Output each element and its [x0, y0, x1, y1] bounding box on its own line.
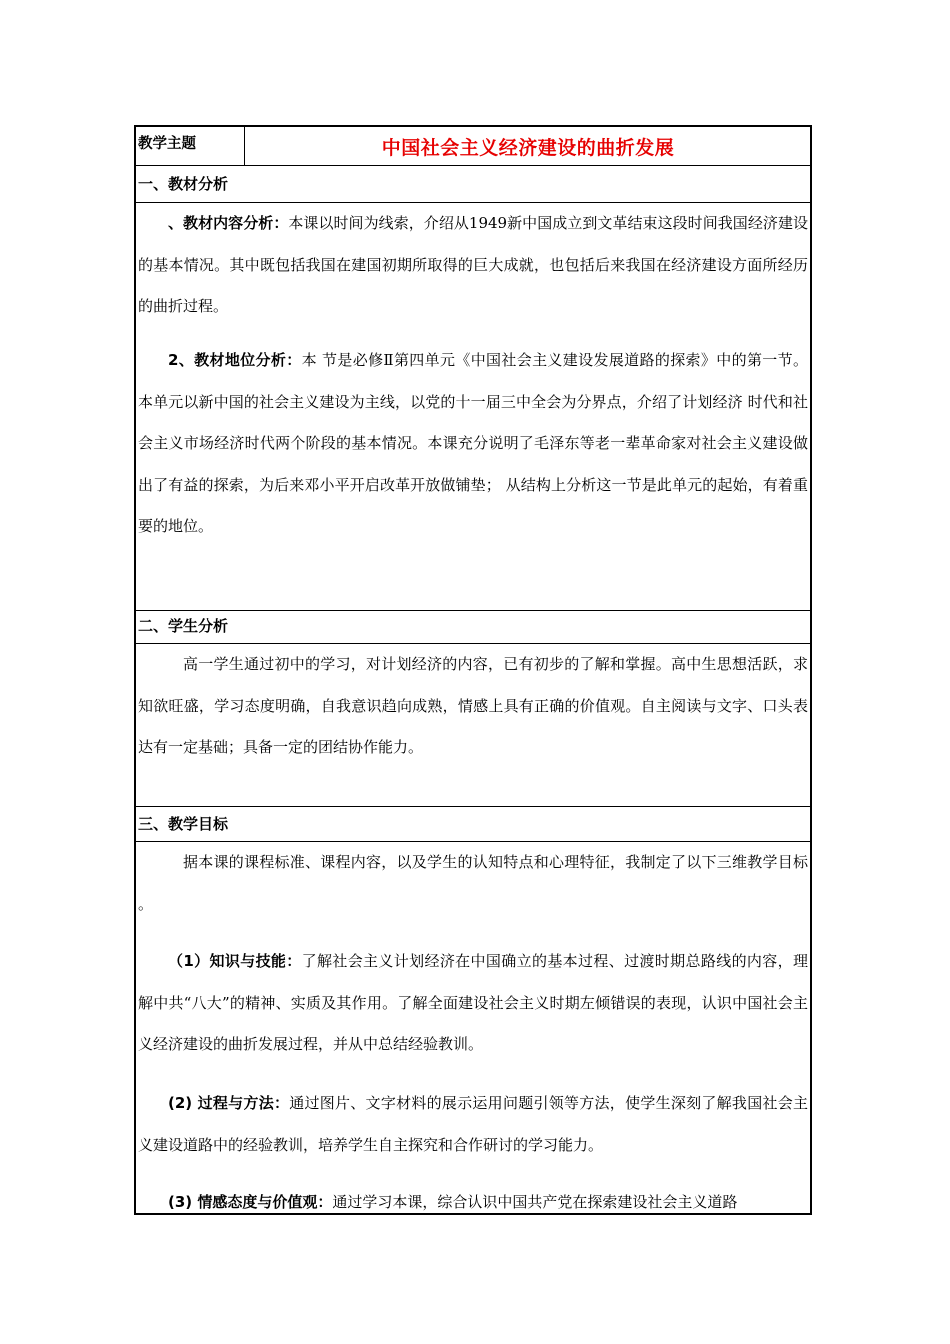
paragraph-student-analysis	[138, 644, 808, 769]
row-divider	[136, 610, 810, 611]
goal-values-label: (3) 情感态度与价值观：	[168, 1193, 333, 1211]
row-divider	[136, 165, 810, 166]
paragraph-content-analysis	[138, 203, 808, 328]
goal-knowledge-label: （1）知识与技能：	[168, 952, 302, 970]
paragraph-goals-intro	[138, 842, 808, 925]
section-heading-goals: 三、教学目标	[138, 815, 229, 833]
paragraph-position-analysis	[138, 340, 808, 548]
position-analysis-text: 本 节是必修Ⅱ第四单元《中国社会主义建设发展道路的探索》中的第一节。本单元以新中国的社会主义建设为主线，以党的十一届三中全会为分界点，介绍了计划经济 时代和社会主义市场经济时代两个阶段的基本情况。本课充分说明了毛泽东等老一辈革命家对社会主义建设做出了有益的探索，为后来邓小平开启改革开放做铺垫； 从结构上分析这一节是此单元的起始，有着重要的地位。	[138, 351, 808, 535]
lesson-title: 中国社会主义经济建设的曲折发展	[381, 137, 675, 159]
lesson-plan-table	[134, 125, 812, 1215]
row-divider	[136, 806, 810, 807]
content-analysis-text: 本课以时间为线索，介绍从1949新中国成立到文革结束这段时间我国经济建设的基本情况。其中既包括我国在建国初期所取得的巨大成就，也包括后来我国在经济建设方面所经历的曲折过程。	[138, 214, 808, 315]
topic-label: 教学主题	[138, 136, 196, 152]
goal-knowledge-text: 了解社会主义计划经济在中国确立的基本过程、过渡时期总路线的内容，理解中共“八大”的精神、实质及其作用。了解全面建设社会主义时期左倾错误的表现，认识中国社会主义经济建设的曲折发展过程，并从中总结经验教训。	[138, 952, 808, 1053]
goal-process-label: (2) 过程与方法：	[168, 1094, 290, 1112]
goal-values-text: 通过学习本课，综合认识中国共产党在探索建设社会主义道路	[332, 1193, 738, 1211]
position-analysis-label: 2、教材地位分析：	[168, 351, 302, 369]
header-divider	[244, 127, 245, 165]
paragraph-goal-values	[138, 1182, 808, 1224]
student-analysis-text: 高一学生通过初中的学习，对计划经济的内容，已有初步的了解和掌握。高中生思想活跃，求知欲旺盛，学习态度明确，自我意识趋向成熟，情感上具有正确的价值观。自主阅读与文字、口头表达有一定基础；具备一定的团结协作能力。	[138, 655, 808, 756]
paragraph-goal-process	[138, 1083, 808, 1166]
section-heading-materials: 一、教材分析	[138, 175, 229, 193]
content-analysis-label: 、教材内容分析：	[168, 214, 289, 232]
section-heading-students: 二、学生分析	[138, 617, 229, 635]
paragraph-goal-knowledge	[138, 941, 808, 1066]
goal-process-text: 通过图片、文字材料的展示运用问题引领等方法，使学生深刻了解我国社会主义建设道路中的经验教训，培养学生自主探究和合作研讨的学习能力。	[138, 1094, 808, 1154]
goals-intro-text: 据本课的课程标准、课程内容，以及学生的认知特点和心理特征，我制定了以下三维教学目标 。	[138, 853, 808, 913]
